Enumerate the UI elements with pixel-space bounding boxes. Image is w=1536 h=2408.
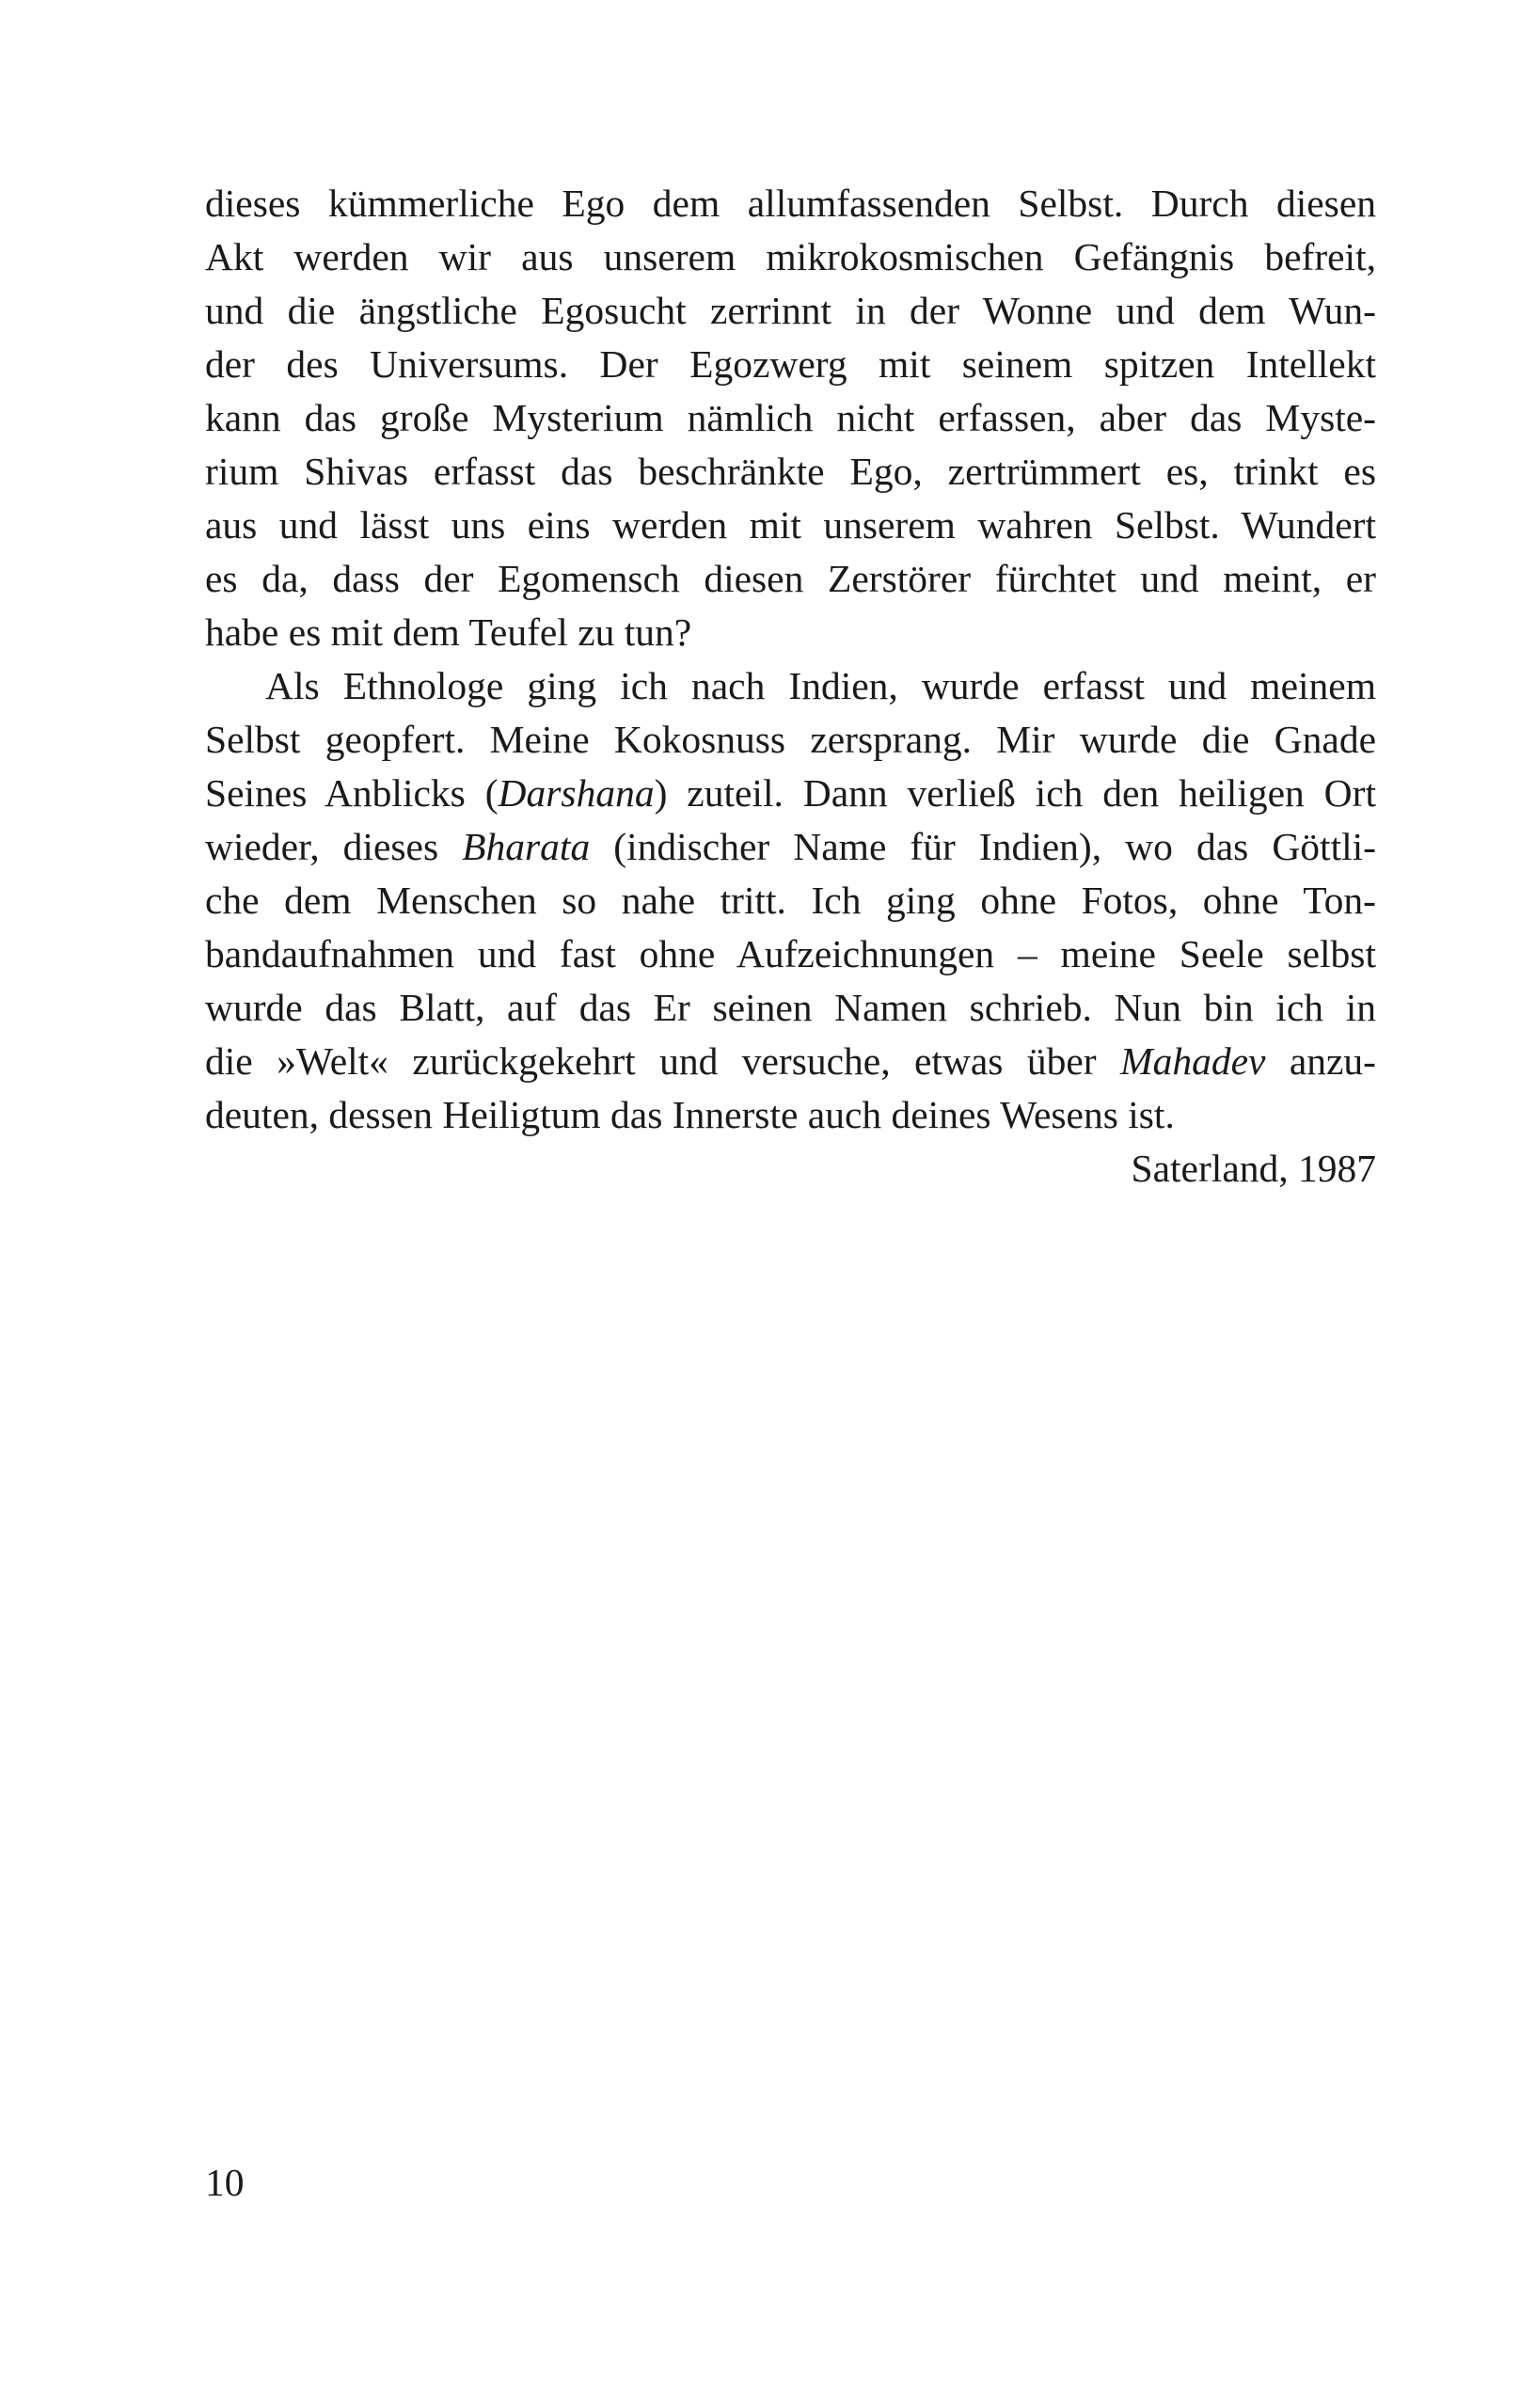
text-line: deuten, dessen Heiligtum das Innerste auch deines Wesens ist. [205,1093,1175,1136]
text-line: Als Ethnologe ging ich nach Indien, wurde erfasst und meinem [265,664,1376,707]
text-line: Akt werden wir aus unserem mikrokosmischen Gefängnis befreit, [205,235,1376,278]
text-line: kann das große Mysterium nämlich nicht erfassen, aber das Myste- [205,396,1376,439]
text-line: che dem Menschen so nahe tritt. Ich ging ohne Fotos, ohne Ton- [205,879,1376,922]
signature-line: Saterland, 1987 [1131,1147,1376,1190]
text-line: wurde das Blatt, auf das Er seinen Namen schrieb. Nun bin ich in [205,986,1376,1029]
text-line: dieses kümmerliche Ego dem allumfassenden Selbst. Durch diesen [205,182,1376,225]
text-line: habe es mit dem Teufel zu tun? [205,610,692,654]
italic-term: Bharata [462,825,591,868]
text-line: die »Welt« zurückgekehrt und versuche, etwas über Mahadev anzu- [205,1039,1376,1083]
text-line: bandaufnahmen und fast ohne Aufzeichnungen – meine Seele selbst [205,932,1376,975]
text-line: und die ängstliche Egosucht zerrinnt in der Wonne und dem Wun- [205,289,1376,332]
text-line: wieder, dieses Bharata (indischer Name für Indien), wo das Göttli- [205,825,1376,868]
text-line: Selbst geopfert. Meine Kokosnuss zersprang. Mir wurde die Gnade [205,718,1376,761]
text-line: aus und lässt uns eins werden mit unserem wahren Selbst. Wundert [205,503,1376,547]
text-line: es da, dass der Egomensch diesen Zerstörer fürchtet und meint, er [205,557,1376,600]
italic-term: Mahadev [1120,1039,1266,1083]
page-number: 10 [205,2161,245,2204]
text-line: rium Shivas erfasst das beschränkte Ego, zertrümmert es, trinkt es [205,450,1376,493]
text-line: der des Universums. Der Egozwerg mit seinem spitzen Intellekt [205,342,1376,386]
body-text [205,177,1376,1196]
italic-term: Darshana [498,771,655,815]
text-line: Seines Anblicks (Darshana) zuteil. Dann verließ ich den heiligen Ort [205,771,1376,815]
